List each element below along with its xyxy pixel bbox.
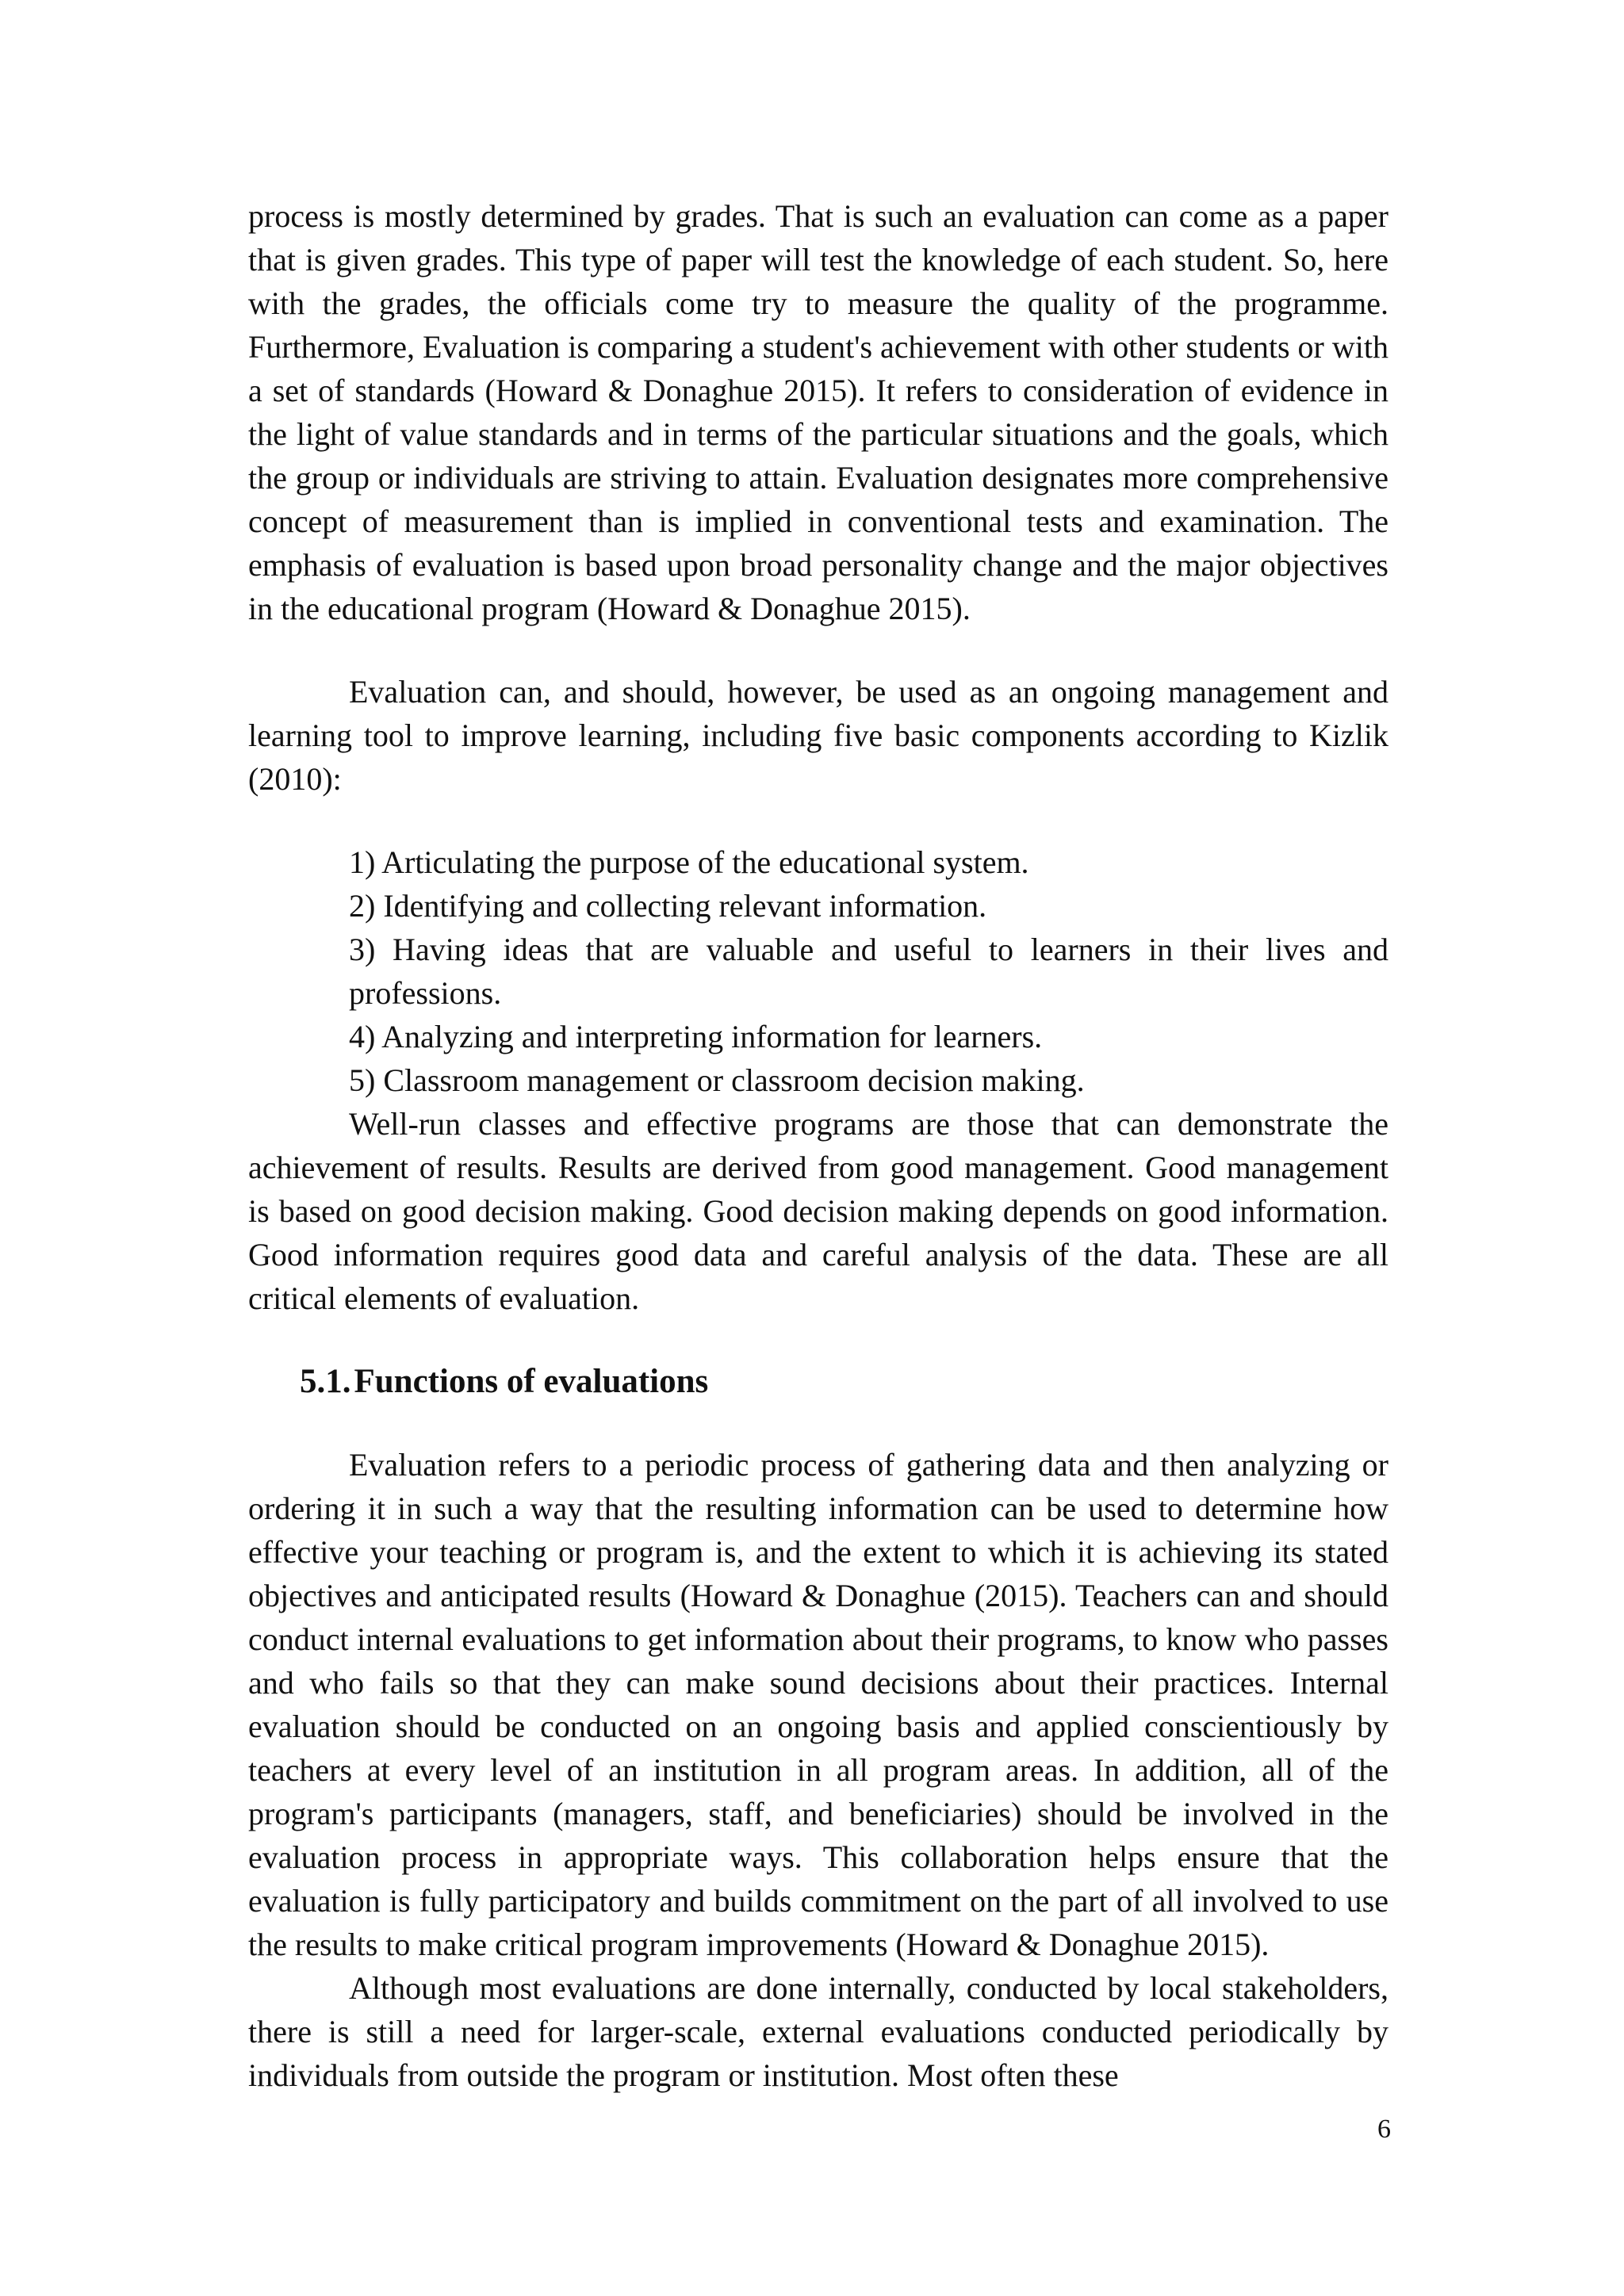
list-item: 2) Identifying and collecting relevant information. (349, 888, 987, 924)
page-number: 6 (1377, 2114, 1391, 2144)
list-item: 1) Articulating the purpose of the educational system. (349, 844, 1029, 880)
list-item: 4) Analyzing and interpreting information for learners. (349, 1019, 1043, 1054)
paragraph-external-evaluations: Although most evaluations are done internally, conducted by local stakeholders, there is still a need for larger-scale, external evaluations conducted periodically by individuals from outside the program or institution. Most often these (248, 1970, 1388, 2093)
paragraph-functions-of-evaluation: Evaluation refers to a periodic process of gathering data and then analyzing or ordering it in such a way that the resulting information can be used to determine how effective your teaching or program is, and the extent to which it is achieving its stated objectives and anticipated results (Howard & Donaghue (2015). Teachers can and should conduct internal evaluations to get information about their programs, to know who passes and who fails so that they can make sound decisions about their practices. Internal evaluation should be conducted on an ongoing basis and applied conscientiously by teachers at every level of an institution in all program areas. In addition, all of the program's participants (managers, staff, and beneficiaries) should be involved in the evaluation process in appropriate ways. This collaboration helps ensure that the evaluation is fully participatory and builds commitment on the part of all involved to use the results to make critical program improvements (Howard & Donaghue 2015). (248, 1447, 1388, 1962)
components-list (248, 840, 1388, 1102)
list-item: 5) Classroom management or classroom decision making. (349, 1062, 1085, 1098)
section-number: 5.1. (300, 1363, 351, 1400)
section-title: Functions of evaluations (354, 1363, 709, 1400)
page-body (248, 194, 1388, 2097)
paragraph-well-run-classes: Well-run classes and effective programs are those that can demonstrate the achievement of results. Results are derived from good management. Good management is based on good decision making. Good decision making depends on good information. Good information requires good data and careful analysis of the data. These are all critical elements of evaluation. (248, 1106, 1388, 1316)
list-item: 3) Having ideas that are valuable and useful to learners in their lives and professions. (349, 932, 1388, 1011)
paragraph-evaluation-definition: process is mostly determined by grades. That is such an evaluation can come as a paper that is given grades. This type of paper will test the knowledge of each student. So, here with the grades, the officials come try to measure the quality of the programme. Furthermore, Evaluation is comparing a student's achievement with other students or with a set of standards (Howard & Donaghue 2015). It refers to consideration of evidence in the light of value standards and in terms of the particular situations and the goals, which the group or individuals are striving to attain. Evaluation designates more comprehensive concept of measurement than is implied in conventional tests and examination. The emphasis of evaluation is based upon broad personality change and the major objectives in the educational program (Howard & Donaghue 2015). (248, 198, 1388, 626)
paragraph-evaluation-components-intro: Evaluation can, and should, however, be used as an ongoing management and learning tool to improve learning, including five basic components according to Kizlik (2010): (248, 674, 1388, 797)
section-heading (248, 1360, 1388, 1403)
